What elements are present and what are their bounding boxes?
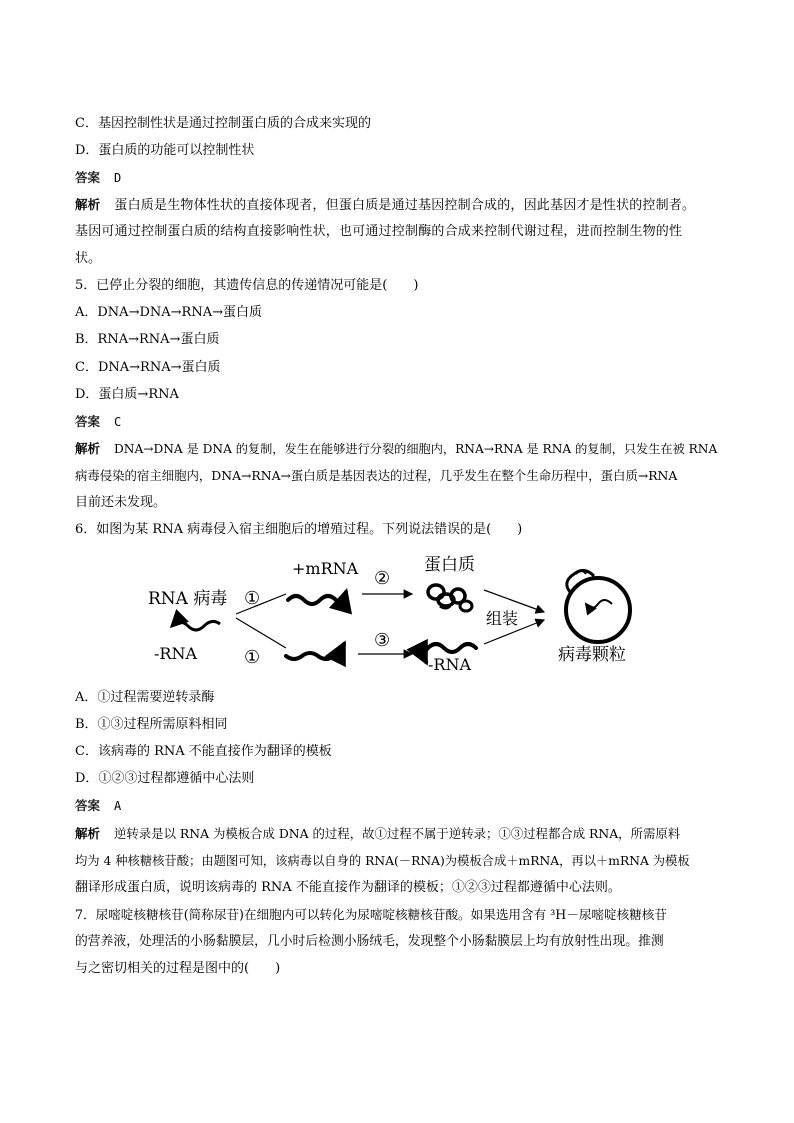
virion-particle <box>566 570 630 642</box>
explanation-q4-line1: 解析 蛋白质是生物体性状的直接体现者，但蛋白质是通过基因控制合成的，因此基因才是性状的控制者。 <box>75 197 696 213</box>
lower-rna-strand <box>286 644 344 659</box>
minus-rna-left-label: -RNA <box>154 644 198 663</box>
explanation-q6-line3: 翻译形成蛋白质，说明该病毒的 RNA 不能直接作为翻译的模板；①②③过程都遵循中心法则。 <box>75 880 621 895</box>
explanation-q5-line2: 病毒侵染的宿主细胞内，DNA→RNA→蛋白质是基因表达的过程，几乎发生在整个生命历程中，蛋白质→RNA <box>75 468 678 483</box>
answer-value: D <box>114 171 122 185</box>
answer-label: 答案 <box>75 414 101 429</box>
protein-label: 蛋白质 <box>424 555 475 575</box>
question-7-line3: 与之密切相关的过程是图中的( ) <box>75 961 281 976</box>
answer-label: 答案 <box>75 798 101 813</box>
answer-label: 答案 <box>75 170 101 185</box>
step-2-label: ② <box>374 568 391 589</box>
minus-rna-right-label: -RNA <box>428 655 472 674</box>
option-b-q6: B．①③过程所需原料相同 <box>75 717 228 732</box>
explanation-q5-line1: 解析 DNA→DNA 是 DNA 的复制，发生在能够进行分裂的细胞内，RNA→RNA 是 RNA 的复制，只发生在被 RNA <box>75 441 718 456</box>
step-1-top-label: ① <box>244 588 261 609</box>
option-c-q6: C．该病毒的 RNA 不能直接作为翻译的模板 <box>75 744 332 759</box>
question-7-line1: 7．尿嘧啶核糖核苷(简称尿苷)在细胞内可以转化为尿嘧啶核糖核苷酸。如果选用含有 ³H－尿嘧啶核糖核苷 <box>75 907 667 922</box>
step-3-label: ③ <box>374 630 391 651</box>
option-d-q4: D．蛋白质的功能可以控制性状 <box>75 143 255 158</box>
question-7-line2: 的营养液，处理活的小肠黏膜层，几小时后检测小肠绒毛，发现整个小肠黏膜层上均有放射性出现。推测 <box>75 934 664 949</box>
question-5: 5．已停止分裂的细胞，其遗传信息的传递情况可能是( ) <box>75 278 419 293</box>
question-6: 6．如图为某 RNA 病毒侵入宿主细胞后的增殖过程。下列说法错误的是( ) <box>75 522 523 537</box>
explanation-q4-line2: 基因可通过控制蛋白质的结构直接影响性状，也可通过控制酶的合成来控制代谢过程，进而控制生物的性 <box>75 224 683 239</box>
assembly-label: 组装 <box>486 609 519 628</box>
answer-q6 <box>75 798 121 815</box>
option-a-q6: A．①过程需要逆转录酶 <box>75 690 215 705</box>
arrow-to-lower-strand <box>236 618 286 648</box>
option-c-q5: C．DNA→RNA→蛋白质 <box>75 360 221 375</box>
virion-label: 病毒颗粒 <box>558 645 626 665</box>
answer-value: C <box>114 415 122 429</box>
minus-rna-strand-left <box>172 621 220 630</box>
plus-mrna-label: +mRNA <box>292 559 359 578</box>
explanation-q6-line2: 均为 4 种核糖核苷酸；由题图可知，该病毒以自身的 RNA(－RNA)为模板合成＋mRNA，再以＋mRNA 为模板 <box>75 854 690 868</box>
answer-q5 <box>75 414 121 431</box>
answer-value: A <box>114 799 122 813</box>
step-1-bottom-label: ① <box>244 647 261 668</box>
explanation-label: 解析 <box>75 441 101 456</box>
explanation-label: 解析 <box>75 826 101 841</box>
option-c-q4: C．基因控制性状是通过控制蛋白质的合成来实现的 <box>75 116 371 131</box>
option-a-q5: A．DNA→DNA→RNA→蛋白质 <box>75 305 262 320</box>
rna-virus-label: RNA 病毒 <box>148 589 228 609</box>
option-d-q6: D．①②③过程都遵循中心法则 <box>75 771 255 786</box>
answer-q4 <box>75 170 121 187</box>
plus-mrna-strand <box>288 592 346 604</box>
explanation-label: 解析 <box>75 197 101 212</box>
option-d-q5: D．蛋白质→RNA <box>75 387 179 402</box>
rna-virus-diagram <box>140 548 660 678</box>
explanation-q5-line3: 目前还未发现。 <box>75 495 167 510</box>
option-b-q5: B．RNA→RNA→蛋白质 <box>75 332 220 347</box>
explanation-q6-line1: 解析 逆转录是以 RNA 为模板合成 DNA 的过程，故①过程不属于逆转录；①③过程都合成 RNA，所需原料 <box>75 826 681 841</box>
explanation-q4-line3: 状。 <box>75 251 102 266</box>
protein-coil <box>428 585 472 611</box>
